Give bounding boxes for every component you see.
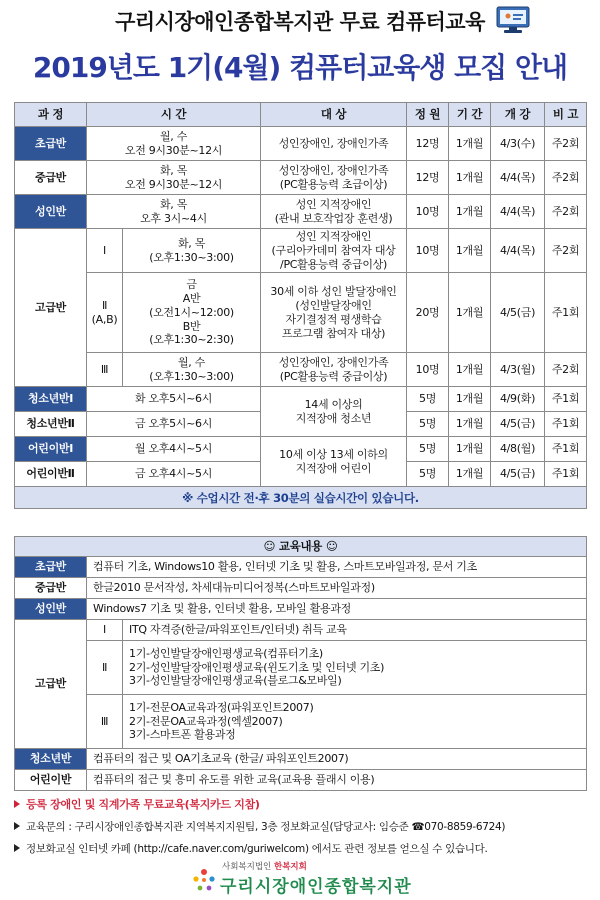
note-cell: 주2회	[545, 161, 587, 195]
course-cell: 어린이반Ⅱ	[15, 462, 87, 487]
capacity-cell: 10명	[407, 195, 449, 229]
note-cell: 주1회	[545, 273, 587, 353]
poster-title: 구리시장애인종합복지관 무료 컴퓨터교육	[115, 10, 485, 34]
bullet-triangle-icon	[14, 800, 20, 808]
time-cell: 화, 목 오전 9시30분~12시	[87, 161, 261, 195]
note-cell: 주1회	[545, 412, 587, 437]
schedule-table	[14, 102, 587, 509]
time-cell: 화, 목 오후 3시~4시	[87, 195, 261, 229]
note-cell: 주1회	[545, 462, 587, 487]
subcourse-cell: Ⅰ	[87, 229, 123, 273]
course-cell: 성인반	[15, 195, 87, 229]
curriculum-text: 한글2010 문서작성, 차세대뉴미디어정복(스마트모바일과정)	[87, 578, 587, 599]
period-cell: 1개월	[449, 437, 491, 462]
time-cell: 금 오후4시~5시	[87, 462, 261, 487]
start-cell: 4/3(수)	[491, 127, 545, 161]
poster-header	[0, 0, 600, 100]
start-cell: 4/5(금)	[491, 273, 545, 353]
capacity-cell: 5명	[407, 412, 449, 437]
period-cell: 1개월	[449, 387, 491, 412]
curriculum-text: 컴퓨터 기초, Windows10 활용, 인터넷 기초 및 활용, 스마트모바일과정, 문서 기초	[87, 557, 587, 578]
header-course: 과 정	[15, 103, 87, 127]
practice-note: ※ 수업시간 전·후 30분의 실습시간이 있습니다.	[15, 487, 587, 509]
capacity-cell: 5명	[407, 387, 449, 412]
target-cell: 성인장애인, 장애인가족	[261, 127, 407, 161]
poster-subtitle: 2019년도 1기(4월) 컴퓨터교육생 모집 안내	[32, 51, 568, 84]
course-cell: 어린이반Ⅰ	[15, 437, 87, 462]
target-cell: 14세 이상의 지적장애 청소년	[261, 387, 407, 437]
period-cell: 1개월	[449, 353, 491, 387]
header-capacity: 정 원	[407, 103, 449, 127]
course-cell: 고급반	[15, 620, 87, 749]
note-cell: 주2회	[545, 195, 587, 229]
header-period: 기 간	[449, 103, 491, 127]
subcourse-cell: Ⅲ	[87, 353, 123, 387]
curriculum-text: Windows7 기초 및 활용, 인터넷 활용, 모바일 활용과정	[87, 599, 587, 620]
start-cell: 4/4(목)	[491, 229, 545, 273]
period-cell: 1개월	[449, 195, 491, 229]
table-row	[15, 353, 587, 387]
table-row	[15, 749, 587, 770]
curriculum-heading: ☺ 교육내용 ☺	[15, 537, 587, 557]
start-cell: 4/5(금)	[491, 412, 545, 437]
capacity-cell: 5명	[407, 437, 449, 462]
capacity-cell: 5명	[407, 462, 449, 487]
start-cell: 4/8(월)	[491, 437, 545, 462]
schedule-header-row	[15, 103, 587, 127]
start-cell: 4/5(금)	[491, 462, 545, 487]
start-cell: 4/3(월)	[491, 353, 545, 387]
start-cell: 4/4(목)	[491, 161, 545, 195]
table-row	[15, 641, 587, 695]
time-cell: 화 오후5시~6시	[87, 387, 261, 412]
target-cell: 성인장애인, 장애인가족 (PC활용능력 초급이상)	[261, 161, 407, 195]
subcourse-cell: Ⅰ	[87, 620, 123, 641]
curriculum-text: 컴퓨터의 접근 및 흥미 유도를 위한 교육(교육용 플래시 이용)	[87, 770, 587, 791]
table-row	[15, 161, 587, 195]
target-cell: 성인장애인, 장애인가족 (PC활용능력 중급이상)	[261, 353, 407, 387]
note-cell: 주2회	[545, 353, 587, 387]
course-cell: 청소년반Ⅱ	[15, 412, 87, 437]
header-note: 비 고	[545, 103, 587, 127]
table-row	[15, 620, 587, 641]
time-cell: 금 A반 (오전1시~12:00) B반 (오후1:30~2:30)	[123, 273, 261, 353]
cafe-note	[14, 837, 586, 859]
curriculum-text: ITQ 자격증(한글/파워포인트/인터넷) 취득 교육	[123, 620, 587, 641]
cafe-link[interactable]: 정보화교실 인터넷 카페 (http://cafe.naver.com/guriwelcom) 에서도 관련 정보를 얻으실 수 있습니다.	[26, 842, 488, 855]
table-row	[15, 387, 587, 412]
table-row	[15, 557, 587, 578]
target-cell: 성인 지적장애인 (구리아카데미 참여자 대상 /PC활용능력 중급이상)	[261, 229, 407, 273]
capacity-cell: 12명	[407, 161, 449, 195]
period-cell: 1개월	[449, 229, 491, 273]
free-education-note: 등록 장애인 및 직계가족 무료교육(복지카드 지참)	[14, 793, 586, 815]
header-start: 개 강	[491, 103, 545, 127]
table-row	[15, 195, 587, 229]
start-cell: 4/9(화)	[491, 387, 545, 412]
capacity-cell: 10명	[407, 229, 449, 273]
course-cell: 초급반	[15, 127, 87, 161]
course-cell: 청소년반	[15, 749, 87, 770]
time-cell: 월, 수 (오후1:30~3:00)	[123, 353, 261, 387]
header-time: 시 간	[87, 103, 261, 127]
logo-subtitle: 사회복지법인 한복지회	[222, 862, 307, 872]
capacity-cell: 10명	[407, 353, 449, 387]
table-row	[15, 127, 587, 161]
time-cell: 월, 수 오전 9시30분~12시	[87, 127, 261, 161]
table-row	[15, 770, 587, 791]
subcourse-cell: Ⅱ (A,B)	[87, 273, 123, 353]
bullet-triangle-icon	[14, 822, 20, 830]
time-cell: 화, 목 (오후1:30~3:00)	[123, 229, 261, 273]
header-target: 대 상	[261, 103, 407, 127]
note-cell: 주1회	[545, 387, 587, 412]
logo-name: 구리시장애인종합복지관	[220, 877, 412, 897]
table-row	[15, 273, 587, 353]
practice-note-row	[15, 487, 587, 509]
computer-education-icon	[496, 6, 530, 34]
note-cell: 주2회	[545, 229, 587, 273]
curriculum-text: 1기-성인발달장애인평생교육(컴퓨터기초) 2기-성인발달장애인평생교육(윈도기초 및 인터넷 기초) 3기-성인발달장애인평생교육(블로그&모바일)	[123, 641, 587, 695]
course-cell: 중급반	[15, 161, 87, 195]
period-cell: 1개월	[449, 412, 491, 437]
table-row	[15, 599, 587, 620]
curriculum-text: 1기-전문OA교육과정(파워포인트2007) 2기-전문OA교육과정(엑셀2007) 3기-스마트폰 활용과정	[123, 695, 587, 749]
subcourse-cell: Ⅲ	[87, 695, 123, 749]
time-cell: 월 오후4시~5시	[87, 437, 261, 462]
contact-note: 교육문의 : 구리시장애인종합복지관 지역복지지원팀, 3층 정보화교실(담당교사: 임승준 ☎070-8859-6724)	[14, 815, 586, 837]
course-cell: 어린이반	[15, 770, 87, 791]
time-cell: 금 오후5시~6시	[87, 412, 261, 437]
logo-sparkle-icon	[190, 866, 218, 894]
capacity-cell: 12명	[407, 127, 449, 161]
note-cell: 주2회	[545, 127, 587, 161]
table-row	[15, 437, 587, 462]
course-cell: 중급반	[15, 578, 87, 599]
curriculum-header-row	[15, 537, 587, 557]
target-cell: 10세 이상 13세 이하의 지적장애 어린이	[261, 437, 407, 487]
welfare-center-logo	[186, 858, 426, 898]
capacity-cell: 20명	[407, 273, 449, 353]
target-cell: 성인 지적장애인 (관내 보호작업장 훈련생)	[261, 195, 407, 229]
course-cell: 성인반	[15, 599, 87, 620]
bullet-triangle-icon	[14, 844, 20, 852]
curriculum-text: 컴퓨터의 접근 및 OA기초교육 (한글/ 파워포인트2007)	[87, 749, 587, 770]
period-cell: 1개월	[449, 127, 491, 161]
course-cell: 초급반	[15, 557, 87, 578]
start-cell: 4/4(목)	[491, 195, 545, 229]
footer-notes	[14, 793, 586, 859]
course-cell: 고급반	[15, 229, 87, 387]
table-row	[15, 229, 587, 273]
period-cell: 1개월	[449, 161, 491, 195]
period-cell: 1개월	[449, 273, 491, 353]
note-cell: 주1회	[545, 437, 587, 462]
subcourse-cell: Ⅱ	[87, 641, 123, 695]
target-cell: 30세 이하 성인 발달장애인 (성인발달장애인 자기결정적 평생학습 프로그램 참여자 대상)	[261, 273, 407, 353]
table-row	[15, 695, 587, 749]
course-cell: 청소년반Ⅰ	[15, 387, 87, 412]
curriculum-table	[14, 536, 587, 791]
table-row	[15, 578, 587, 599]
period-cell: 1개월	[449, 462, 491, 487]
